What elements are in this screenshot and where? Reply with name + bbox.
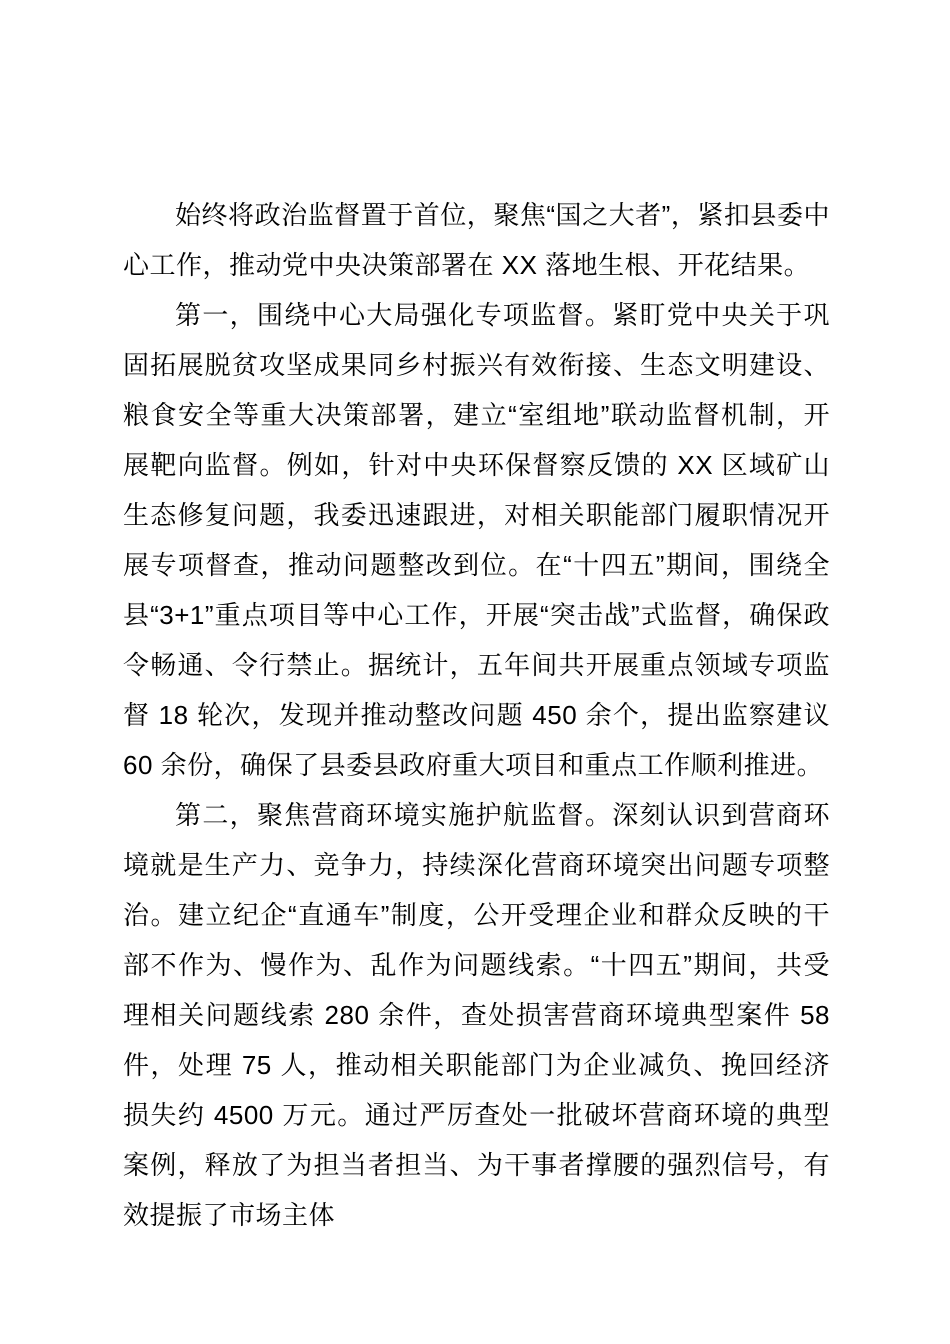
paragraph-intro: 始终将政治监督置于首位，聚焦“国之大者”，紧扣县委中心工作，推动党中央决策部署在 XX 落地生根、开花结果。 — [123, 200, 830, 280]
paragraph-first-point: 第一，围绕中心大局强化专项监督。紧盯党中央关于巩固拓展脱贫攻坚成果同乡村振兴有效衔接、生态文明建设、粮食安全等重大决策部署，建立“室组地”联动监督机制，开展靶向监督。例如，针对中央环保督察反馈的 XX 区域矿山生态修复问题，我委迅速跟进，对相关职能部门履职情况开展专项督查，推动问题整改到位。在“十四五”期间，围绕全县“3+1”重点项目等中心工作，开展“突击战”式监督，确保政令畅通、令行禁止。据统计，五年间共开展重点领域专项监督 18 轮次，发现并推动整改问题 450 余个，提出监察建议 60 余份，确保了县委县政府重大项目和重点工作顺利推进。 — [123, 300, 830, 780]
document-body — [123, 190, 830, 1240]
paragraph-second-point: 第二，聚焦营商环境实施护航监督。深刻认识到营商环境就是生产力、竞争力，持续深化营商环境突出问题专项整治。建立纪企“直通车”制度，公开受理企业和群众反映的干部不作为、慢作为、乱作为问题线索。“十四五”期间，共受理相关问题线索 280 余件，查处损害营商环境典型案件 58 件，处理 75 人，推动相关职能部门为企业减负、挽回经济损失约 4500 万元。通过严厉查处一批破坏营商环境的典型案例，释放了为担当者担当、为干事者撑腰的强烈信号，有效提振了市场主体 — [123, 800, 830, 1230]
